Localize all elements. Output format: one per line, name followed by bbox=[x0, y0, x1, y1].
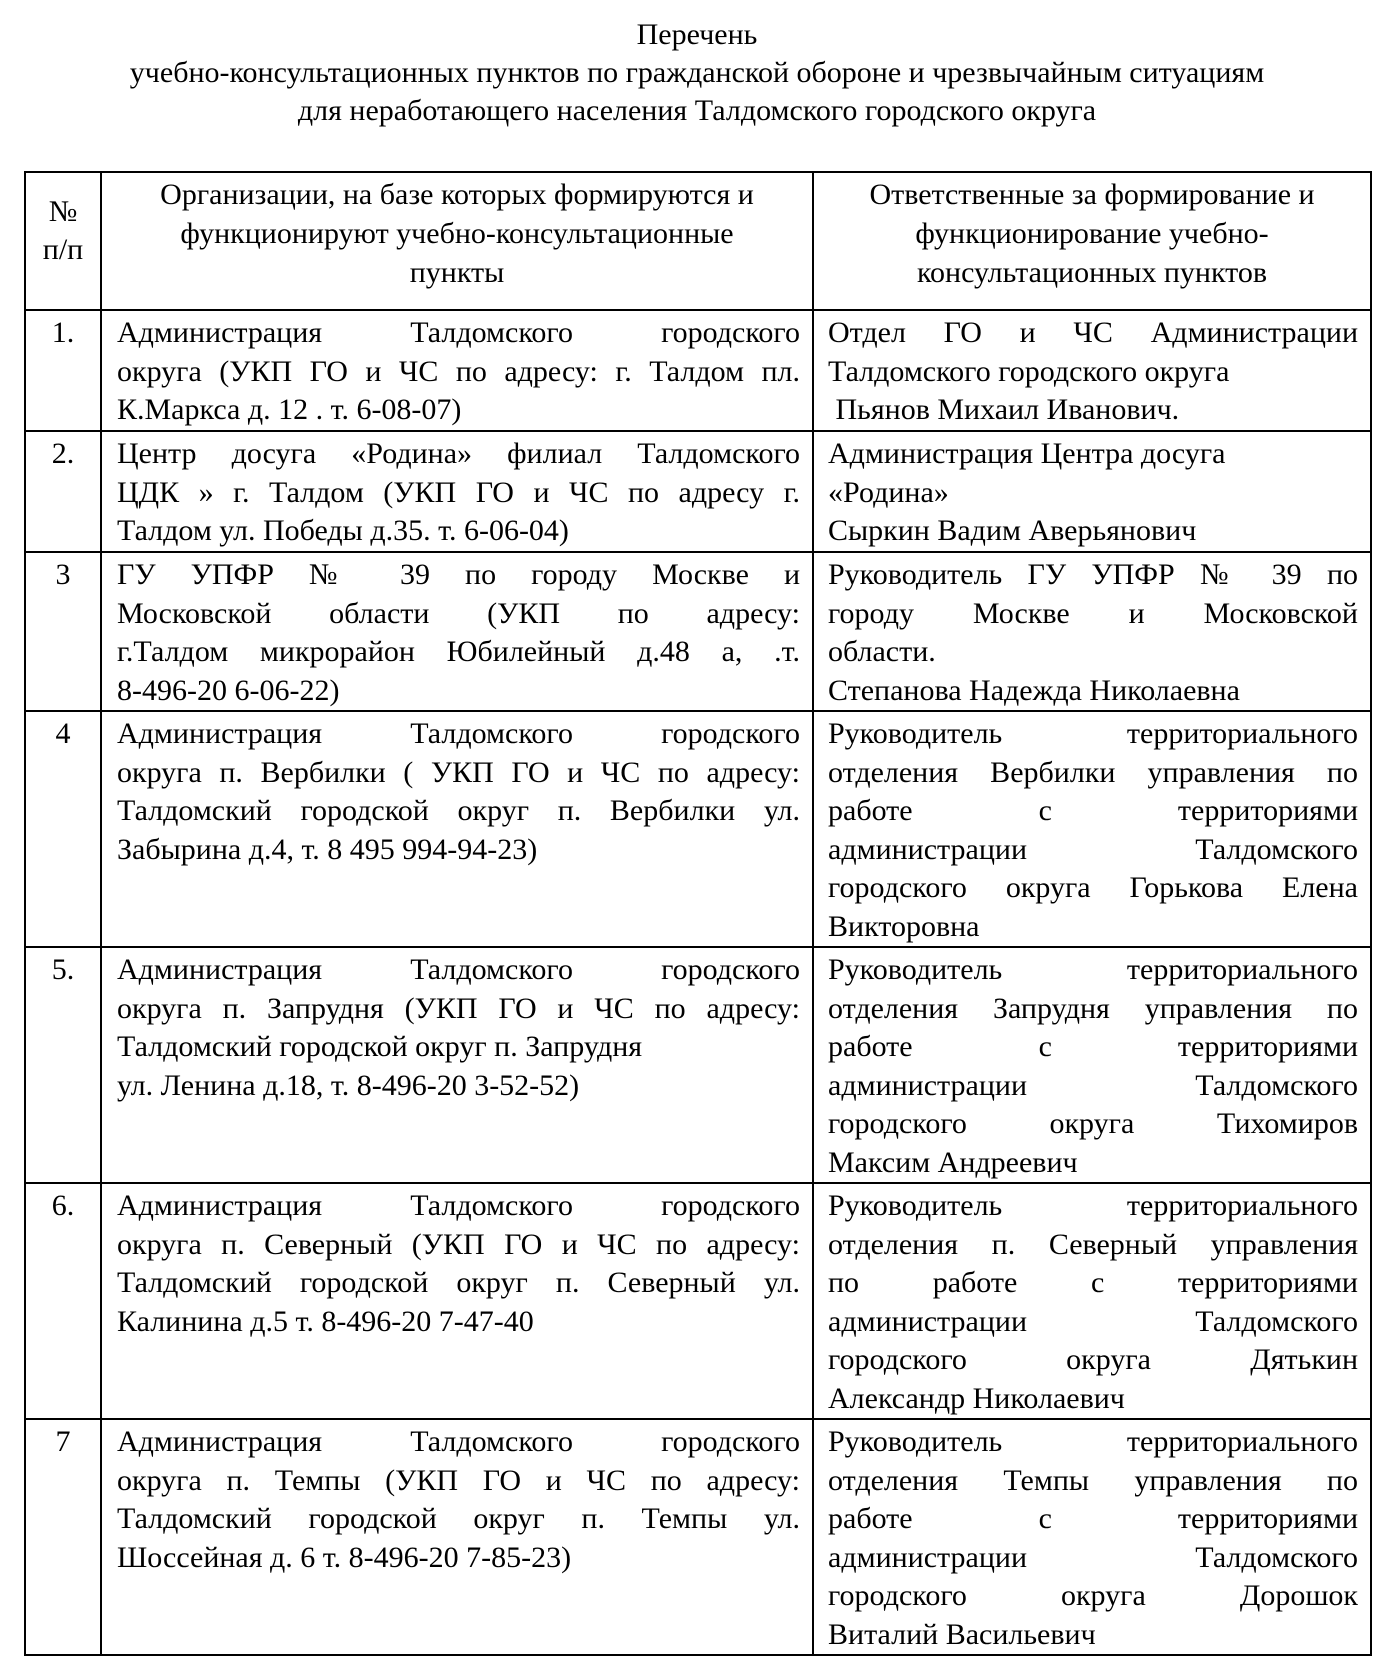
responsible-cell bbox=[813, 1183, 1371, 1419]
responsible-line: Степанова Надежда Николаевна bbox=[828, 673, 1240, 707]
responsible-line: работе с территориями bbox=[828, 794, 1358, 827]
responsible-line: городу Москве и Московской bbox=[828, 596, 1358, 630]
header-org-line: Организации, на базе которых формируются и bbox=[160, 178, 754, 211]
organization-line: Талдом ул. Победы д.35. т. 6-06-04) bbox=[117, 514, 569, 547]
responsible-line: Отдел ГО и ЧС Администрации bbox=[828, 316, 1358, 349]
row-number: 6. bbox=[25, 1183, 101, 1419]
responsible-line: отделения Вербилки управления по bbox=[828, 755, 1358, 789]
row-number: 3 bbox=[25, 552, 101, 711]
responsible-line: администрации Талдомского bbox=[828, 832, 1358, 866]
responsible-line: городского округа Горькова Елена bbox=[828, 871, 1358, 904]
header-num-line: п/п bbox=[42, 233, 84, 266]
row-number: 1. bbox=[25, 310, 101, 431]
header-resp-line: консультационных пунктов bbox=[916, 256, 1268, 289]
organization-line: Администрация Талдомского городского bbox=[117, 953, 800, 986]
organization-line: ГУ УПФР № 39 по городу Москве и bbox=[117, 558, 800, 591]
organization-cell bbox=[101, 310, 813, 431]
organization-cell bbox=[101, 431, 813, 552]
organization-cell bbox=[101, 1183, 813, 1419]
responsible-line: городского округа Дорошок bbox=[828, 1579, 1358, 1612]
header-num-cell bbox=[25, 172, 101, 310]
organization-line: округа п. Северный (УКП ГО и ЧС по адресу: bbox=[117, 1227, 800, 1261]
responsible-line: Руководитель территориального bbox=[828, 953, 1358, 986]
organization-line: Калинина д.5 т. 8-496-20 7-47-40 bbox=[117, 1304, 534, 1338]
responsible-cell bbox=[813, 431, 1371, 552]
responsible-line: Сыркин Вадим Аверьянович bbox=[828, 514, 1197, 547]
responsible-line: Руководитель территориального bbox=[828, 717, 1358, 750]
row-number: 7 bbox=[25, 1419, 101, 1655]
organization-line: ул. Ленина д.18, т. 8-496-20 3-52-52) bbox=[117, 1068, 580, 1102]
organization-line: Талдомский городской округ п. Темпы ул. bbox=[117, 1502, 800, 1535]
responsible-line: области. bbox=[828, 635, 936, 668]
organization-line: К.Маркса д. 12 . т. 6-08-07) bbox=[117, 393, 462, 426]
document-subtitle-line-1: учебно-консультационных пунктов по гражданской обороне и чрезвычайным ситуациям bbox=[129, 56, 1265, 89]
organization-line: округа п. Вербилки ( УКП ГО и ЧС по адресу: bbox=[117, 755, 800, 789]
organization-line: Талдомский городской округ п. Северный ул. bbox=[117, 1266, 800, 1299]
responsible-cell bbox=[813, 310, 1371, 431]
organization-line: округа п. Темпы (УКП ГО и ЧС по адресу: bbox=[117, 1463, 800, 1497]
header-num-line: № bbox=[48, 195, 78, 228]
responsible-line: администрации Талдомского bbox=[828, 1068, 1358, 1102]
header-resp-line: Ответственные за формирование и bbox=[869, 178, 1315, 211]
responsible-line: «Родина» bbox=[828, 475, 949, 509]
organization-line: 8-496-20 6-06-22) bbox=[117, 673, 340, 707]
organization-line: Московской области (УКП по адресу: bbox=[117, 596, 800, 630]
consultation-points-table bbox=[24, 171, 1372, 1656]
responsible-line: Виталий Васильевич bbox=[828, 1617, 1096, 1651]
organization-line: Забырина д.4, т. 8 495 994-94-23) bbox=[117, 832, 538, 866]
table-row bbox=[25, 552, 1371, 711]
organization-line: Администрация Талдомского городского bbox=[117, 717, 800, 750]
row-number: 4 bbox=[25, 711, 101, 947]
organization-line: округа п. Запрудня (УКП ГО и ЧС по адресу: bbox=[117, 991, 800, 1025]
header-org-line: пункты bbox=[409, 256, 505, 289]
responsible-line: отделения п. Северный управления bbox=[828, 1227, 1358, 1261]
responsible-cell bbox=[813, 711, 1371, 947]
organization-cell bbox=[101, 552, 813, 711]
organization-line: Администрация Талдомского городского bbox=[117, 1189, 800, 1222]
organization-line: округа (УКП ГО и ЧС по адресу: г. Талдом пл. bbox=[117, 354, 800, 388]
organization-cell bbox=[101, 947, 813, 1183]
responsible-cell bbox=[813, 552, 1371, 711]
organization-line: Администрация Талдомского городского bbox=[117, 1425, 800, 1458]
organization-line: ЦДК » г. Талдом (УКП ГО и ЧС по адресу г. bbox=[117, 475, 800, 509]
header-org-cell bbox=[101, 172, 813, 310]
row-number: 5. bbox=[25, 947, 101, 1183]
header-resp-line: функционирование учебно- bbox=[915, 217, 1269, 250]
responsible-line: Максим Андреевич bbox=[828, 1145, 1078, 1179]
responsible-line: Администрация Центра досуга bbox=[828, 437, 1226, 470]
responsible-line: по работе с территориями bbox=[828, 1266, 1358, 1299]
header-org-line: функционируют учебно-консультационные bbox=[180, 217, 734, 250]
responsible-line: Талдомского городского округа bbox=[828, 354, 1230, 388]
table-header-row bbox=[25, 172, 1371, 310]
responsible-line: Александр Николаевич bbox=[828, 1381, 1125, 1415]
organization-line: г.Талдом микрорайон Юбилейный д.48 а, .т. bbox=[117, 635, 800, 668]
responsible-line: работе с территориями bbox=[828, 1502, 1358, 1535]
responsible-line: Руководитель ГУ УПФР № 39 по bbox=[828, 558, 1358, 591]
document-header bbox=[0, 16, 1394, 130]
table-row bbox=[25, 431, 1371, 552]
responsible-line: городского округа Дятькин bbox=[828, 1343, 1358, 1376]
responsible-line: администрации Талдомского bbox=[828, 1540, 1358, 1574]
responsible-cell bbox=[813, 947, 1371, 1183]
responsible-line: Пьянов Михаил Иванович. bbox=[828, 393, 1180, 426]
responsible-line: Викторовна bbox=[828, 909, 980, 943]
responsible-line: администрации Талдомского bbox=[828, 1304, 1358, 1338]
table-row bbox=[25, 1183, 1371, 1419]
responsible-line: отделения Запрудня управления по bbox=[828, 991, 1358, 1025]
table-row bbox=[25, 1419, 1371, 1655]
organization-cell bbox=[101, 1419, 813, 1655]
responsible-cell bbox=[813, 1419, 1371, 1655]
table-row bbox=[25, 711, 1371, 947]
organization-line: Талдомский городской округ п. Запрудня bbox=[117, 1030, 643, 1063]
responsible-line: отделения Темпы управления по bbox=[828, 1463, 1358, 1497]
organization-cell bbox=[101, 711, 813, 947]
responsible-line: городского округа Тихомиров bbox=[828, 1107, 1358, 1140]
responsible-line: Руководитель территориального bbox=[828, 1189, 1358, 1222]
row-number: 2. bbox=[25, 431, 101, 552]
organization-line: Талдомский городской округ п. Вербилки ул. bbox=[117, 794, 800, 827]
table-row bbox=[25, 947, 1371, 1183]
organization-line: Администрация Талдомского городского bbox=[117, 316, 800, 349]
document-subtitle-line-2: для неработающего населения Талдомского городского округа bbox=[297, 94, 1097, 127]
document-title: Перечень bbox=[636, 18, 758, 51]
responsible-line: работе с территориями bbox=[828, 1030, 1358, 1063]
organization-line: Центр досуга «Родина» филиал Талдомского bbox=[117, 437, 800, 470]
header-resp-cell bbox=[813, 172, 1371, 310]
organization-line: Шоссейная д. 6 т. 8-496-20 7-85-23) bbox=[117, 1540, 572, 1574]
responsible-line: Руководитель территориального bbox=[828, 1425, 1358, 1458]
table-row bbox=[25, 310, 1371, 431]
